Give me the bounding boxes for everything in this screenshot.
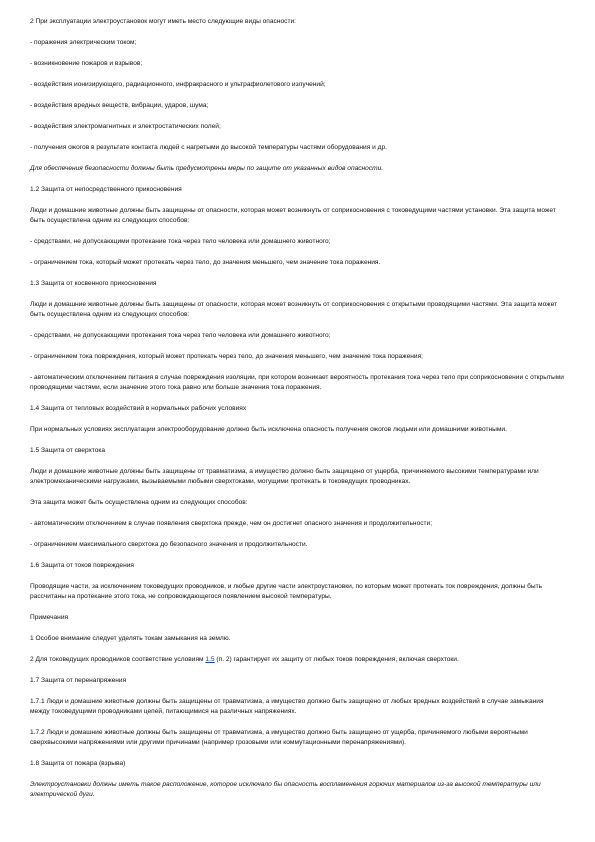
list-item-burns: - получения ожогов в результате контакта людей с нагретыми до высокой температуры частями оборудования и др. xyxy=(30,144,387,151)
list-item-1-5-b: - ограничением максимального сверхтока до безопасного значения и продолжительности. xyxy=(30,541,308,548)
note-2-text-after: (п. 2) гарантирует их защиту от любых токов повреждения, включая сверхтоки. xyxy=(214,656,459,663)
paragraph-1-4-body: При нормальных условиях эксплуатации электрооборудование должно быть исключена опасность получения ожогов людьми или домашними животными. xyxy=(30,426,507,433)
paragraph-1-3-body: Люди и домашние животные должны быть защищены от опасности, которая может возникнуть от соприкосновения с открытыми проводящими частями. Эта защита может быть осуществлена одним из следующих способов: xyxy=(30,301,558,318)
note-2-text-before: 2 Для токоведущих проводников соответствие условиям xyxy=(30,656,206,663)
list-item-em-fields: - воздействия электромагнитных и электростатических полей; xyxy=(30,123,221,130)
note-1: 1 Особое внимание следует уделять токам замыкания на землю. xyxy=(30,635,231,642)
heading-1-7: 1.7 Защита от перенапряжения xyxy=(30,677,127,684)
paragraph-1-8-body: Электроустановки должны иметь такое расположение, которое исключало бы опасность воспламенения горючих материалов из-за высокой температуры или электрической дуги. xyxy=(30,781,541,798)
paragraph-1-5-methods: Эта защита может быть осуществлена одним из следующих способов: xyxy=(30,499,248,506)
list-item-1-3-a: - средствами, не допускающими протекания тока через тело человека или домашнего животного; xyxy=(30,332,331,339)
paragraph-hazards-intro: 2 При эксплуатации электроустановок могут иметь место следующие виды опасности: xyxy=(30,18,296,25)
list-item-1-3-c: - автоматическим отключением питания в случае повреждения изоляции, при котором возникает вероятность протекания тока через тело при соприкосновении с открытыми проводящими частями, если значение этого тока равно или больше значения тока поражения. xyxy=(30,374,564,391)
list-item-1-2-b: - ограничением тока, который может протекать через тело, до значения меньшего, чем значение тока поражения. xyxy=(30,259,381,266)
paragraph-safety-measures: Для обеспечения безопасности должны быть предусмотрены меры по защите от указанных видов опасности. xyxy=(30,165,384,172)
paragraph-1-2-body: Люди и домашние животные должны быть защищены от опасности, которая может возникнуть от соприкосновения с токоведущими частями установки. Эта защита может быть осуществлена одним из следующих способов: xyxy=(30,207,556,224)
list-item-fire-explosion: - возникновение пожаров и взрывов; xyxy=(30,60,143,67)
heading-notes: Примечания xyxy=(30,614,69,621)
list-item-1-5-a: - автоматическим отключением в случае появления сверхтока прежде, чем он достигнет опасного значения и продолжительности; xyxy=(30,520,433,527)
heading-1-5: 1.5 Защита от сверхтока xyxy=(30,447,106,454)
heading-1-3: 1.3 Защита от косвенного прикосновения xyxy=(30,280,157,287)
paragraph-1-7-1: 1.7.1 Люди и домашние животные должны быть защищены от травматизма, а имущество должно быть защищено от любых вредных воздействий в случае замыкания между токоведущими проводниками цепей, питающимися на различных напряжениях. xyxy=(30,698,544,715)
heading-1-2: 1.2 Защита от непосредственного прикосновения xyxy=(30,186,182,193)
heading-1-4: 1.4 Защита от тепловых воздействий в нормальных рабочих условиях xyxy=(30,405,247,412)
list-item-1-3-b: - ограничением тока повреждения, который может протекать через тело, до значения меньшего, чем значение тока поражения; xyxy=(30,353,423,360)
list-item-radiation: - воздействия ионизирующего, радиационного, инфракрасного и ультрафиолетового излучений; xyxy=(30,81,326,88)
section-1-5-link[interactable]: 1.5 xyxy=(205,656,215,663)
heading-1-6: 1.6 Защита от токов повреждения xyxy=(30,562,134,569)
heading-1-8: 1.8 Защита от пожара (взрыва) xyxy=(30,760,126,767)
note-2 xyxy=(30,655,565,665)
paragraph-1-7-2: 1.7.2 Люди и домашние животные должны быть защищены от травматизма, а имущество должно быть защищено от ущерба, причиняемого любыми вероятными сверхвысокими напряжениями или другими причинами (например грозовыми или коммутационными перенапряжениями). xyxy=(30,729,528,746)
list-item-harmful-substances: - воздействия вредных веществ, вибрации, ударов, шума; xyxy=(30,102,209,109)
list-item-1-2-a: - средствами, не допускающими протекание тока через тело человека или домашнего животного; xyxy=(30,238,331,245)
paragraph-1-5-body: Люди и домашние животные должны быть защищены от травматизма, а имущество должно быть защищено от ущерба, причиняемого высокими температурами или электромеханическими нагрузками, вызываемыми любыми сверхтоками, могущими протекать в токоведущих проводниках. xyxy=(30,468,539,485)
paragraph-1-6-body: Проводящие части, за исключением токоведущих проводников, и любые другие части электроустановки, по которым может протекать ток повреждения, должны быть рассчитаны на протекание этого тока, не сопровождающегося появлением высокой температуры. xyxy=(30,583,543,600)
list-item-electric-shock: - поражения электрическим током; xyxy=(30,39,137,46)
